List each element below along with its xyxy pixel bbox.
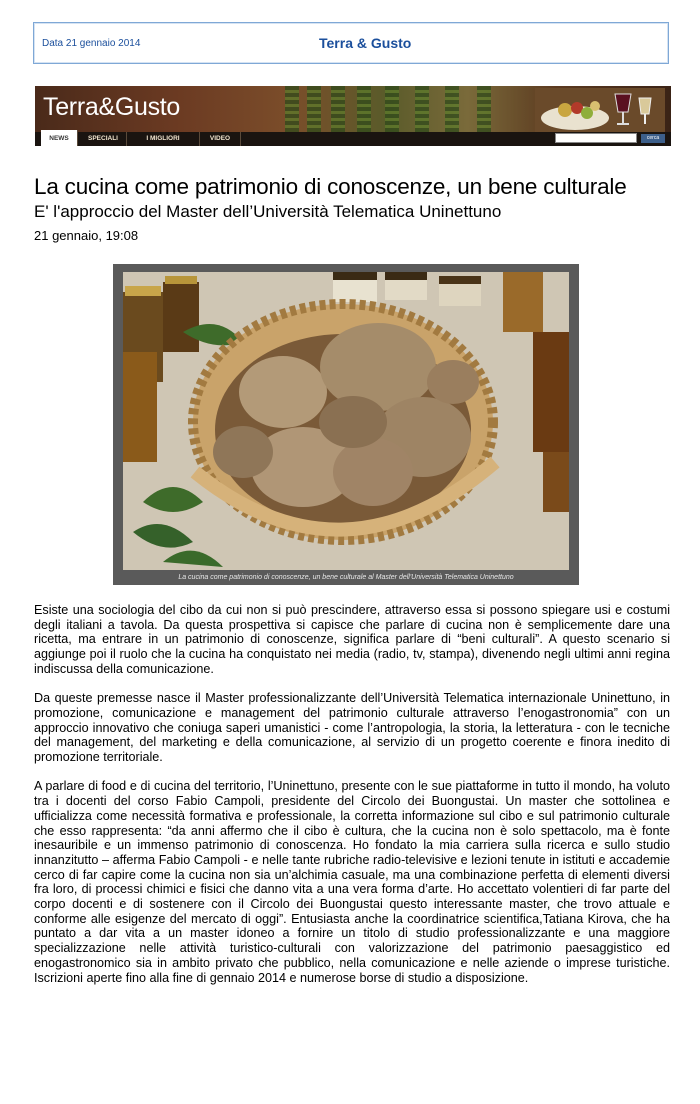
nav-video[interactable]: VIDEO <box>200 132 241 146</box>
nav-news[interactable]: NEWS <box>41 130 78 146</box>
clipping-date: Data 21 gennaio 2014 <box>42 38 141 49</box>
nav-speciali[interactable]: SPECIALI <box>80 132 127 146</box>
article-body <box>34 603 670 1000</box>
article-subtitle: E' l'approccio del Master dell’Università Telematica Uninettuno <box>34 202 502 221</box>
article-paragraph: Da queste premesse nasce il Master professionalizzante dell’Università Telematica internazionale Uninettuno, in promozione, comunicazione e management del patrimonio culturale attraverso l’enogastronomia” con un approccio innovativo che coniuga saperi umanistici - come l’antropologia, la storia, la letteratura - con le tecniche del management, del marketing e della comunicazione, al servizio di un progetto coerente e finora inedito di promozione territoriale. <box>34 691 670 765</box>
clipping-header <box>33 22 669 64</box>
site-banner <box>35 86 671 146</box>
nav-i-migliori[interactable]: I MIGLIORI <box>127 132 200 146</box>
article-paragraph: A parlare di food e di cucina del territorio, l’Uninettuno, presente con le sue piattaforme in tutto il mondo, ha voluto tra i docenti del corso Fabio Campoli, presidente del Circolo dei Buongustai. Un master che sottolinea e ufficializza come necessità formativa e professionale, la corretta informazione sul cibo e sul patrimonio culturale che esso rappresenta: “da anni affermo che il cibo è cultura, che la cucina non è solo spettacolo, ma è fonte inesauribile e un immenso patrimonio di conoscenza. Ho fondato la mia carriera sulla ricerca e sullo studio innanzitutto – afferma Fabio Campoli - e nelle tante rubriche radio-televisive e lezioni tenute in istituti e accademie cerco di far capire come la cucina non sia un’alchimia casuale, ma una combinazione perfetta di elementi diversi fra loro, di processi chimici e fisici che danno vita a una vera forma d’arte. Ho accettato volentieri di far parte del corpo docenti e di sostenere con il Circolo dei Buongustai questo interessante master, che trovo attuale e conforme alle esigenze del mercato di oggi”. Entusiasta anche la coordinatrice scientifica,Tatiana Kirova, che ha puntato a dar vita a un master idoneo a fornire un titolo di studio professionalizzante e una maggiore specializzazione nelle attività turistico-culturali con valorizzazione del patrimonio paesaggistico ed enogastronomico sia in ambito privato che pubblico, nella comunicazione e nelle aziende o imprese turistiche. Iscrizioni aperte fino alla fine di gennaio 2014 e numerose borse di studio a disposizione. <box>34 779 670 985</box>
article-photo-frame <box>113 264 579 585</box>
article-date: 21 gennaio, 19:08 <box>34 228 139 243</box>
truffle-basket-image <box>123 272 569 570</box>
article-title: La cucina come patrimonio di conoscenze, un bene culturale <box>34 174 627 199</box>
search-button[interactable]: cerca <box>641 134 665 143</box>
article-photo <box>123 272 569 570</box>
article-paragraph: Esiste una sociologia del cibo da cui non si può prescindere, attraverso essa si possono spiegare usi e costumi degli italiani a tavola. Da questa prospettiva si capisce che parlare di cucina non è semplicemente dare una ricetta, ma entrare in un patrimonio di conoscenze, significa parlare di “beni culturali”. A questo scenario si aggiunge poi il ruolo che la cucina ha conquistato nei media (radio, tv, stampa), divenendo negli ultimi anni regina indiscussa della comunicazione. <box>34 603 670 676</box>
search-input[interactable] <box>555 133 637 143</box>
photo-caption: La cucina come patrimonio di conoscenze, un bene culturale al Master dell'Università Telematica Uninettuno <box>178 574 514 581</box>
food-wine-decoration <box>535 88 665 132</box>
site-logo[interactable]: Terra&Gusto <box>43 93 181 121</box>
clipping-source: Terra & Gusto <box>319 35 412 51</box>
